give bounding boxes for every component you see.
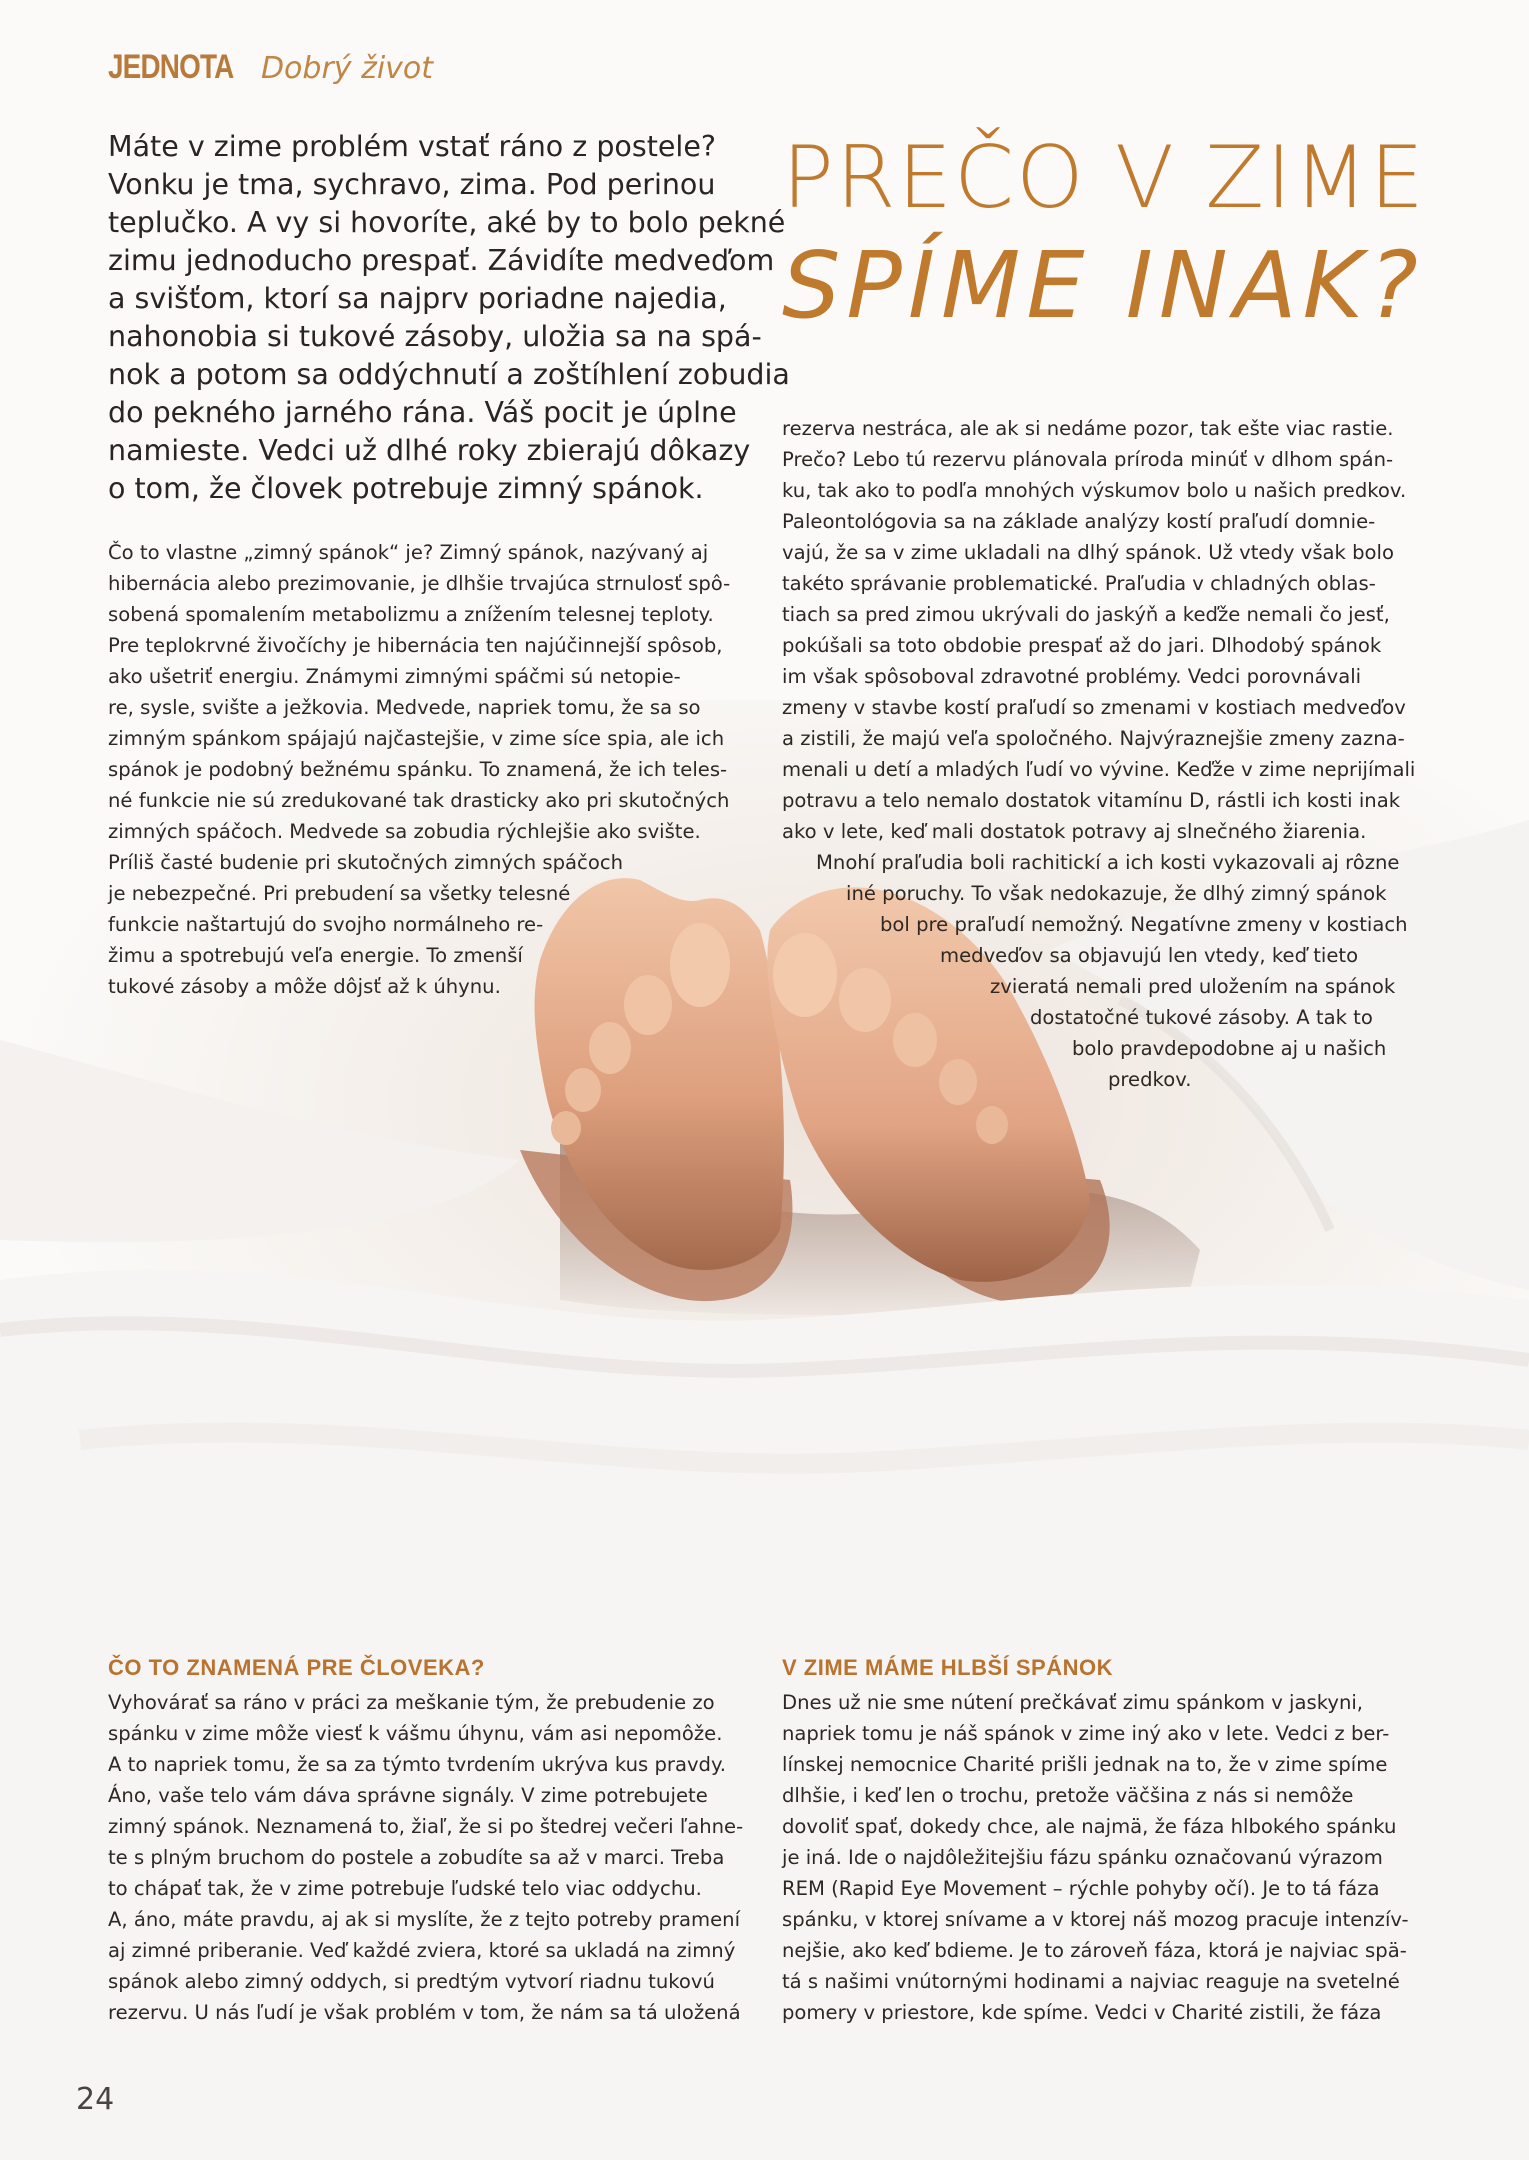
body-line: A to napriek tomu, že sa za týmto tvrdením ukrýva kus pravdy. xyxy=(108,1753,727,1776)
body-column-right xyxy=(782,413,1432,1095)
body-line: Príliš časté budenie pri skutočných zimných spáčoch xyxy=(108,851,624,874)
body-line: te s plným bruchom do postele a zobudíte sa až v marci. Treba xyxy=(108,1846,725,1869)
body-line: bolo pravdepodobne aj u našich xyxy=(1072,1037,1387,1060)
body-line: je iná. Ide o najdôležitejšiu fázu spánku označovanú výrazom xyxy=(782,1846,1383,1869)
body-line: rezervu. U nás ľudí je však problém v tom, že nám sa tá uložená xyxy=(108,2001,741,2024)
article-title-line2: SPÍME INAK? xyxy=(782,232,1424,339)
body-line: Dnes už nie sme nútení prečkávať zimu spánkom v jaskyni, xyxy=(782,1691,1364,1714)
body-line: rezerva nestráca, ale ak si nedáme pozor, tak ešte viac rastie. xyxy=(782,417,1394,440)
lead-line: Vonku je tma, sychravo, zima. Pod perinou xyxy=(108,168,716,201)
section-heading: ČO TO ZNAMENÁ PRE ČLOVEKA? xyxy=(108,1655,485,1680)
section-heading: V ZIME MÁME HLBŠÍ SPÁNOK xyxy=(782,1655,1114,1680)
body-line: ku, tak ako to podľa mnohých výskumov bolo u našich predkov. xyxy=(782,479,1407,502)
body-line: Vyhovárať sa ráno v práci za meškanie tým, že prebudenie zo xyxy=(108,1691,715,1714)
body-line: vajú, že sa v zime ukladali na dlhý spánok. Už vtedy však bolo xyxy=(782,541,1394,564)
body-line: žimu a spotrebujú veľa energie. To zmenší xyxy=(108,944,523,967)
lead-line: teplučko. A vy si hovoríte, aké by to bolo pekné xyxy=(108,206,786,239)
body-line: Áno, vaše telo vám dáva správne signály. V zime potrebujete xyxy=(108,1784,708,1807)
lead-line: a svišťom, ktorí sa najprv poriadne najedia, xyxy=(108,282,727,315)
body-line: im však spôsoboval zdravotné problémy. Vedci porovnávali xyxy=(782,665,1362,688)
body-line: sobená spomalením metabolizmu a znížením telesnej teploty. xyxy=(108,603,714,626)
body-line: to chápať tak, že v zime potrebuje ľudské telo viac oddychu. xyxy=(108,1877,702,1900)
body-line: tukové zásoby a môže dôjsť až k úhynu. xyxy=(108,975,501,998)
body-line: REM (Rapid Eye Movement – rýchle pohyby očí). Je to tá fáza xyxy=(782,1877,1380,1900)
body-line: zvieratá nemali pred uložením na spánok xyxy=(990,975,1396,998)
body-line: ako ušetriť energiu. Známymi zimnými spáčmi sú netopie- xyxy=(108,665,681,688)
body-line: a zistili, že majú veľa spoločného. Najvýraznejšie zmeny zazna- xyxy=(782,727,1405,750)
lead-paragraph xyxy=(108,128,790,508)
body-line: dovoliť spať, dokedy chce, ale najmä, že fáza hlbokého spánku xyxy=(782,1815,1397,1838)
body-line: zimných spáčoch. Medvede sa zobudia rýchlejšie ako svište. xyxy=(108,820,701,843)
body-line: zimným spánkom spájajú najčastejšie, v zime síce spia, ale ich xyxy=(108,727,725,750)
body-line: tiach sa pred zimou ukrývali do jaskýň a keďže nemali čo jesť, xyxy=(782,603,1390,626)
body-line: Mnohí praľudia boli rachitickí a ich kosti vykazovali aj rôzne xyxy=(816,851,1400,874)
page-number: 24 xyxy=(76,2082,115,2117)
section-label: Dobrý život xyxy=(260,51,434,86)
body-line: spánku v zime môže viesť k vášmu úhynu, vám asi nepomôže. xyxy=(108,1722,723,1745)
lead-line: do pekného jarného rána. Váš pocit je úplne xyxy=(108,396,737,429)
section-deeper-sleep xyxy=(782,1652,1442,2028)
body-line: predkov. xyxy=(1108,1068,1192,1091)
lead-line: zimu jednoducho prespať. Závidíte medveďom xyxy=(108,244,775,277)
lead-line: Máte v zime problém vstať ráno z postele? xyxy=(108,130,716,163)
body-line: zmeny v stavbe kostí praľudí so zmenami v kostiach medveďov xyxy=(782,696,1406,719)
body-line: Čo to vlastne „zimný spánok“ je? Zimný spánok, nazývaný aj xyxy=(108,541,709,564)
body-line: Paleontológovia sa na základe analýzy kostí praľudí domnie- xyxy=(782,510,1376,533)
lead-line: nahonobia si tukové zásoby, uložia sa na spá- xyxy=(108,320,762,353)
lead-line: namieste. Vedci už dlhé roky zbierajú dôkazy xyxy=(108,434,751,467)
body-line: medveďov sa objavujú len vtedy, keď tieto xyxy=(940,944,1359,967)
body-line: je nebezpečné. Pri prebudení sa všetky telesné xyxy=(108,882,571,905)
body-line: dlhšie, i keď len o trochu, pretože väčšina z nás si nemôže xyxy=(782,1784,1354,1807)
body-line: menali u detí a mladých ľudí vo vývine. Keďže v zime neprijímali xyxy=(782,758,1416,781)
body-line: línskej nemocnice Charité prišli jednak na to, že v zime spíme xyxy=(782,1753,1388,1776)
section-what-it-means xyxy=(108,1652,748,2028)
brand-logo: JEDNOTA xyxy=(108,48,234,86)
body-line: ako v lete, keď mali dostatok potravy aj slnečného žiarenia. xyxy=(782,820,1367,843)
body-line: bol pre praľudí nemožný. Negatívne zmeny v kostiach xyxy=(880,913,1408,936)
body-line: tá s našimi vnútornými hodinami a najviac reaguje na svetelné xyxy=(782,1970,1400,1993)
body-line: spánok alebo zimný oddych, si predtým vytvorí riadnu tukovú xyxy=(108,1970,715,1993)
body-line: dostatočné tukové zásoby. A tak to xyxy=(1030,1006,1373,1029)
body-line: aj zimné priberanie. Veď každé zviera, ktoré sa ukladá na zimný xyxy=(108,1939,736,1962)
body-line: pokúšali sa toto obdobie prespať až do jari. Dlhodobý spánok xyxy=(782,634,1382,657)
body-line: zimný spánok. Neznamená to, žiaľ, že si po štedrej večeri ľahne- xyxy=(108,1815,744,1838)
body-line: re, sysle, svište a ježkovia. Medvede, napriek tomu, že sa so xyxy=(108,696,701,719)
body-column-left xyxy=(108,537,748,1002)
body-line: spánku, v ktorej snívame a v ktorej náš mozog pracuje intenzív- xyxy=(782,1908,1409,1931)
body-line: pomery v priestore, kde spíme. Vedci v Charité zistili, že fáza xyxy=(782,2001,1382,2024)
body-line: spánok je podobný bežnému spánku. To znamená, že ich teles- xyxy=(108,758,728,781)
body-line: napriek tomu je náš spánok v zime iný ako v lete. Vedci z ber- xyxy=(782,1722,1390,1745)
body-line: Pre teplokrvné živočíchy je hibernácia ten najúčinnejší spôsob, xyxy=(108,634,723,657)
body-line: né funkcie nie sú zredukované tak drasticky ako pri skutočných xyxy=(108,789,730,812)
lead-line: nok a potom sa oddýchnutí a zoštíhlení zobudia xyxy=(108,358,790,391)
body-line: iné poruchy. To však nedokazuje, že dlhý zimný spánok xyxy=(846,882,1387,905)
body-line: takéto správanie problematické. Praľudia v chladných oblas- xyxy=(782,572,1376,595)
body-line: A, áno, máte pravdu, aj ak si myslíte, že z tejto potreby pramení xyxy=(108,1908,741,1931)
body-line: Prečo? Lebo tú rezervu plánovala príroda minúť v dlhom spán- xyxy=(782,448,1394,471)
body-line: nejšie, ako keď bdieme. Je to zároveň fáza, ktorá je najviac spä- xyxy=(782,1939,1407,1962)
body-line: potravu a telo nemalo dostatok vitamínu D, rástli ich kosti inak xyxy=(782,789,1401,812)
article-title-line1: PREČO V ZIME xyxy=(782,128,1427,228)
body-line: funkcie naštartujú do svojho normálneho re- xyxy=(108,913,544,936)
magazine-header xyxy=(108,48,433,87)
lead-line: o tom, že človek potrebuje zimný spánok. xyxy=(108,472,704,505)
body-line: hibernácia alebo prezimovanie, je dlhšie trvajúca strnulosť spô- xyxy=(108,572,731,595)
